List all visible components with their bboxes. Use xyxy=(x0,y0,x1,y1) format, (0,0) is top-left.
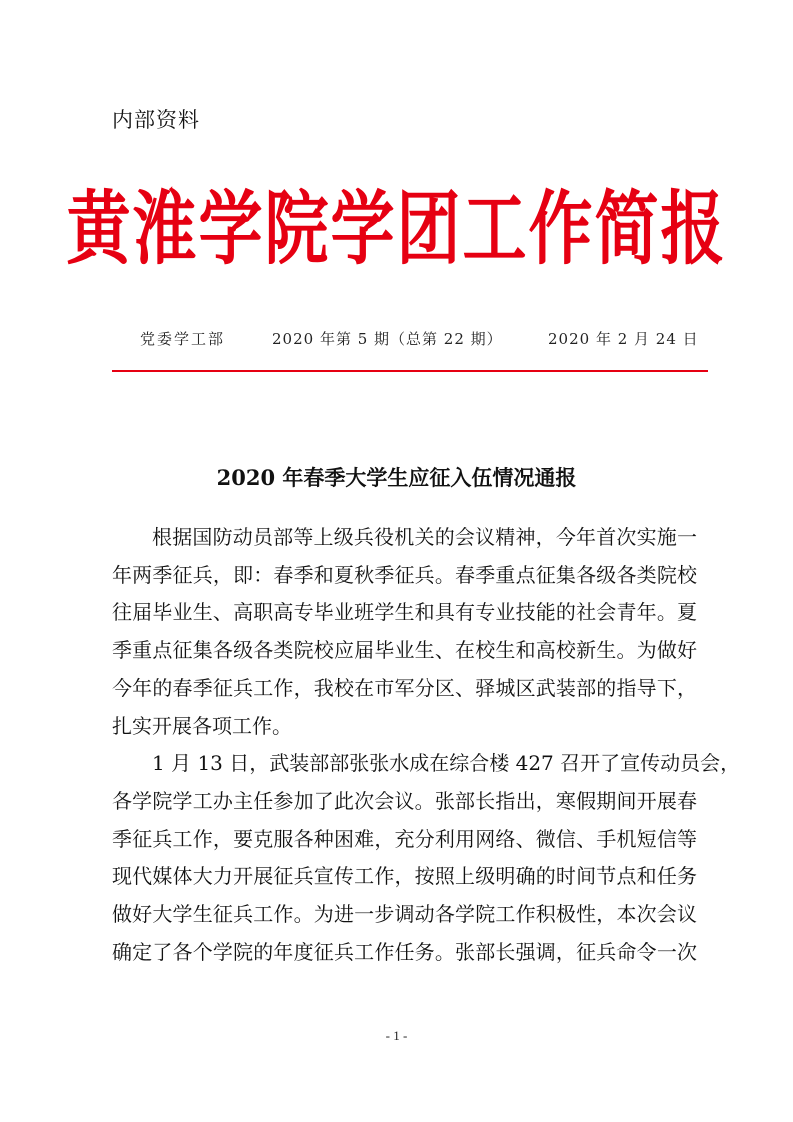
article-body xyxy=(112,519,741,971)
body-line: 年两季征兵，即：春季和夏秋季征兵。春季重点征集各级各类院校 xyxy=(112,562,697,587)
body-line: 扎实开展各项工作。 xyxy=(112,713,292,738)
article-title: 2020 年春季大学生应征入伍情况通报 xyxy=(216,465,577,490)
body-line: 确定了各个学院的年度征兵工作任务。张部长强调，征兵命令一次 xyxy=(112,939,697,964)
page-number: - 1 - xyxy=(385,1028,408,1043)
issue-number: 2020 年第 5 期（总第 22 期） xyxy=(272,330,503,348)
body-line: 往届毕业生、高职高专毕业班学生和具有专业技能的社会青年。夏 xyxy=(112,600,697,625)
body-line: 各学院学工办主任参加了此次会议。张部长指出，寒假期间开展春 xyxy=(112,788,697,813)
masthead-divider xyxy=(112,370,708,372)
body-line: 1 月 13 日，武装部部张张水成在综合楼 427 召开了宣传动员会， xyxy=(152,751,741,776)
body-line: 做好大学生征兵工作。为进一步调动各学院工作积极性，本次会议 xyxy=(112,902,697,927)
issuing-department: 党委学工部 xyxy=(140,330,226,348)
body-line: 今年的春季征兵工作，我校在市军分区、驿城区武装部的指导下， xyxy=(112,675,697,700)
body-line: 季征兵工作，要克服各种困难，充分利用网络、微信、手机短信等 xyxy=(112,826,697,851)
body-line: 季重点征集各级各类院校应届毕业生、在校生和高校新生。为做好 xyxy=(112,638,697,663)
bulletin-masthead: 黄淮学院学团工作简报 xyxy=(66,182,727,277)
body-line: 根据国防动员部等上级兵役机关的会议精神，今年首次实施一 xyxy=(152,525,697,549)
body-line: 现代媒体大力开展征兵宣传工作，按照上级明确的时间节点和任务 xyxy=(112,864,697,889)
issue-date: 2020 年 2 月 24 日 xyxy=(548,330,699,348)
classification-label: 内部资料 xyxy=(112,108,200,132)
